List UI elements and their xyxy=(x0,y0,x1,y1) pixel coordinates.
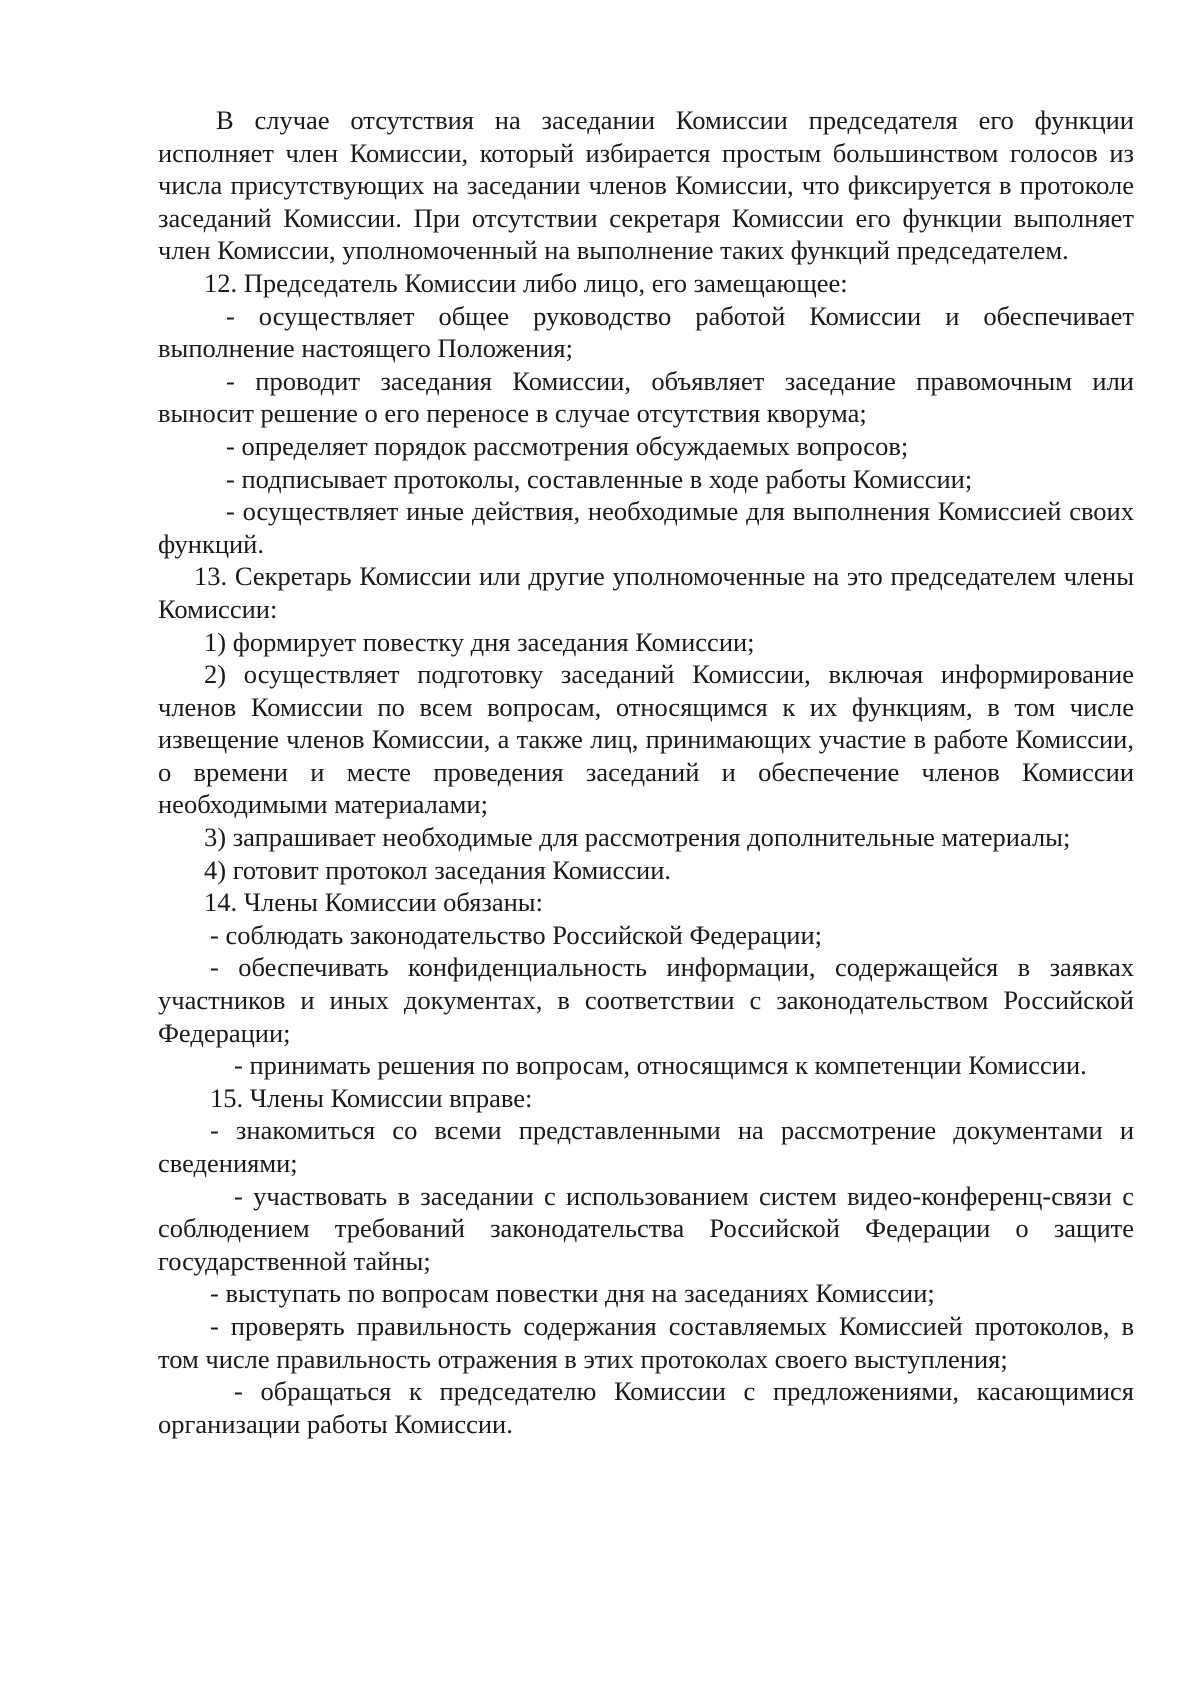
list-item-agenda: 1) формирует повестку дня заседания Комиссии; xyxy=(204,626,755,657)
list-item-preparation: 2) осуществляет подготовку заседаний Комиссии, включая информирование членов Комиссии по всем вопросам, относящимся к их функциям, в том числе извещение членов Комиссии, а также лиц, принимающих участие в работе Комиссии, о времени и месте проведения заседаний и обеспечение членов Комиссии необходимыми материалами; xyxy=(158,659,1134,820)
list-item-general-management: - осуществляет общее руководство работой Комиссии и обеспечивает выполнение настоящего Положения; xyxy=(158,300,1134,364)
list-item-make-decisions: - принимать решения по вопросам, относящимся к компетенции Комиссии. xyxy=(234,1050,1087,1081)
document-page xyxy=(158,104,1134,1440)
list-item-video-conference: - участвовать в заседании с использованием систем видео-конференц-связи с соблюдением требований законодательства Российской Федерации о защите государственной тайны; xyxy=(158,1180,1134,1276)
list-item-verify-protocols: - проверять правильность содержания составляемых Комиссией протоколов, в том числе правильность отражения в этих протоколах своего выступления; xyxy=(158,1310,1134,1374)
paragraph-chairman-absence: В случае отсутствия на заседании Комиссии председателя его функции исполняет член Комиссии, который избирается простым большинством голосов из числа присутствующих на заседании членов Комиссии, что фиксируется в протоколе заседаний Комиссии. При отсутствии секретаря Комиссии его функции выполняет член Комиссии, уполномоченный на выполнение таких функций председателем. xyxy=(158,105,1134,266)
section-15-heading: 15. Члены Комиссии вправе: xyxy=(210,1082,533,1113)
list-item-other-actions: - осуществляет иные действия, необходимые для выполнения Комиссией своих функций. xyxy=(158,496,1134,559)
list-item-order-of-review: - определяет порядок рассмотрения обсуждаемых вопросов; xyxy=(226,430,909,461)
list-item-prepare-protocol: 4) готовит протокол заседания Комиссии. xyxy=(204,854,671,885)
list-item-sign-protocols: - подписывает протоколы, составленные в ходе работы Комиссии; xyxy=(226,463,973,494)
section-12-heading: 12. Председатель Комиссии либо лицо, его замещающее: xyxy=(204,267,848,298)
list-item-conduct-meetings: - проводит заседания Комиссии, объявляет заседание правомочным или выносит решение о его переносе в случае отсутствия кворума; xyxy=(158,365,1134,429)
list-item-appeal-chairman: - обращаться к председателю Комиссии с предложениями, касающимися организации работы Комиссии. xyxy=(158,1376,1134,1439)
list-item-speak-on-agenda: - выступать по вопросам повестки дня на заседаниях Комиссии; xyxy=(210,1278,935,1309)
list-item-confidentiality: - обеспечивать конфиденциальность информации, содержащейся в заявках участников и иных документах, в соответствии с законодательством Российской Федерации; xyxy=(158,952,1134,1048)
list-item-review-documents: - знакомиться со всеми представленными на рассмотрение документами и сведениями; xyxy=(158,1115,1134,1178)
section-13-heading: 13. Секретарь Комиссии или другие уполномоченные на это председателем члены Комиссии: xyxy=(158,561,1134,624)
section-14-heading: 14. Члены Комиссии обязаны: xyxy=(204,887,543,918)
list-item-comply-law: - соблюдать законодательство Российской Федерации; xyxy=(210,919,822,950)
list-item-request-materials: 3) запрашивает необходимые для рассмотрения дополнительные материалы; xyxy=(204,822,1071,853)
